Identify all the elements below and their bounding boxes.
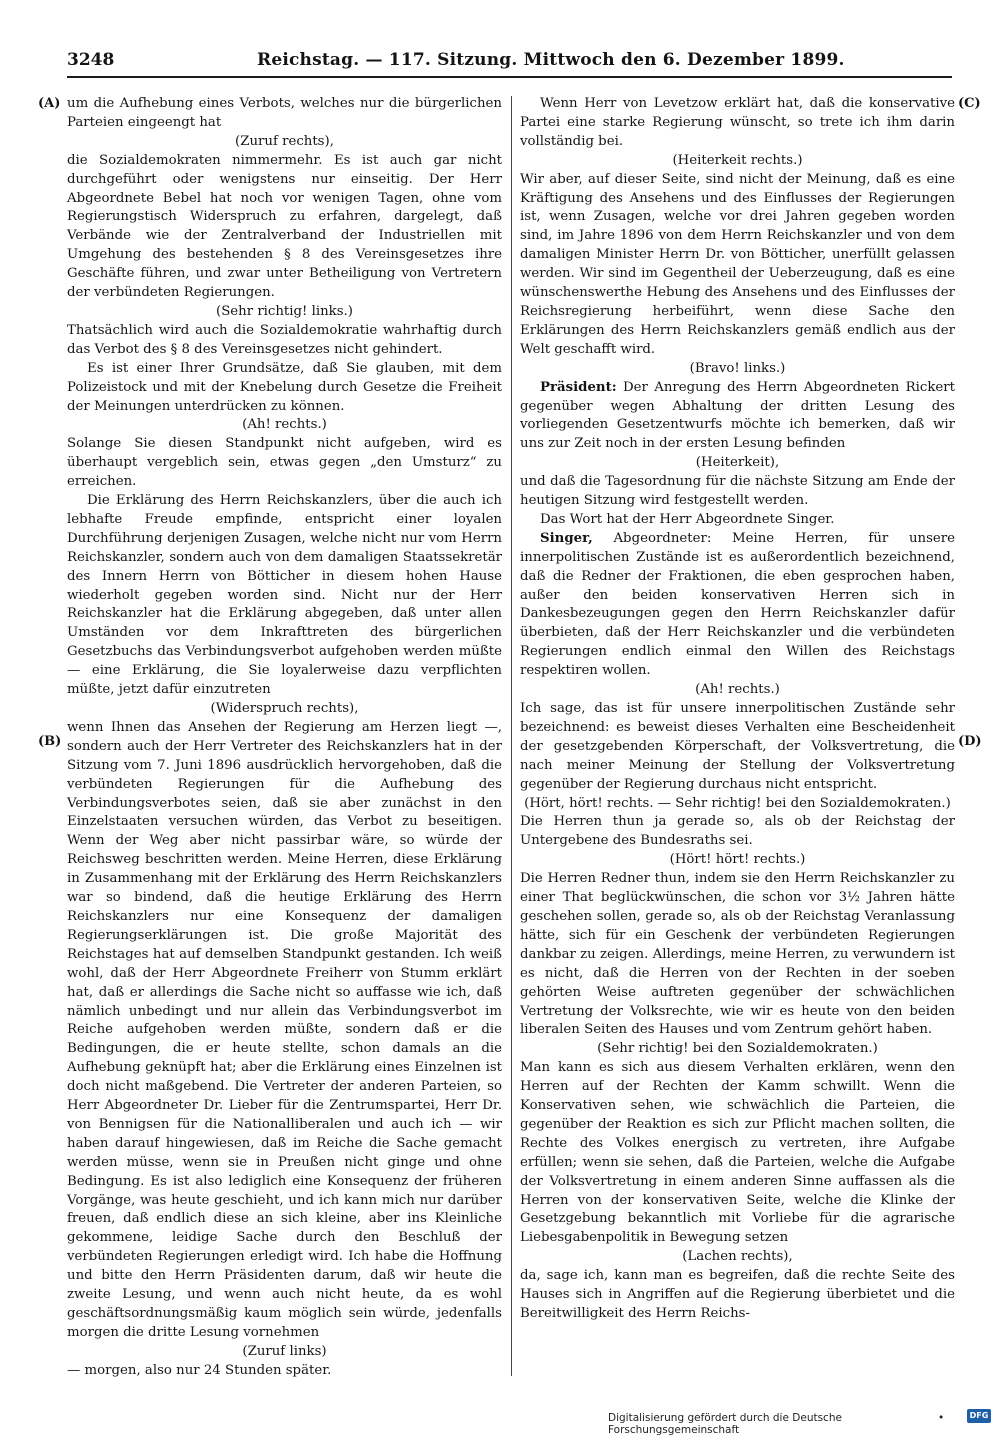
paragraph-text: — morgen, also nur 24 Stunden später. — [67, 1362, 332, 1378]
paragraph-text: (Ah! rechts.) — [695, 682, 780, 698]
left-column — [67, 95, 502, 1381]
paragraph-text: Thatsächlich wird auch die Sozialdemokratie wahrhaftig durch das Verbot des § 8 des Vereinsgesetzes nicht gehindert. — [67, 322, 502, 357]
margin-marker-a: (A) — [38, 96, 61, 111]
speaker-name: Singer, — [540, 530, 593, 546]
speaker-name: Präsident: — [540, 379, 617, 395]
interjection — [520, 152, 955, 171]
paragraph-text: Das Wort hat der Herr Abgeordnete Singer. — [540, 511, 835, 527]
paragraph-text: Ich sage, das ist für unsere innerpolitischen Zustände sehr bezeichnend: es beweist dieses Verhalten eine Bescheidenheit der gesetzgebenden Körperschaft, der Volksvertretung, die nach meiner Meinung der Stellung der Volksvertretung gegenüber der Regierung durchaus nicht entspricht. — [520, 701, 955, 792]
paragraph-text: Es ist einer Ihrer Grundsätze, daß Sie glauben, mit dem Polizeistock und mit der Knebelung durch Gesetze die Freiheit der Meinungen unterdrücken zu können. — [67, 360, 502, 414]
paragraph-text: Die Herren Redner thun, indem sie den Herrn Reichskanzler zu einer That beglückwünschen, die schon vor 3½ Jahren hätte geschehen sollen, gerade so, als ob der Reichstag Veranlassung hätte, sich für ein Geschenk der verbündeten Regierungen dankbar zu zeigen. Allerdings, meine Herren, zu verwundern ist es nicht, daß die Herren von der Rechten in der soeben gehörten Weise auftreten gegenüber der schwächlichen Vertretung der Volksrechte, wie wir es heute von den beiden liberalen Seiten des Hauses und vom Zentrum gehört haben. — [520, 871, 955, 1038]
paragraph-text: (Bravo! links.) — [689, 360, 786, 376]
paragraph-text: Abgeordneter: Meine Herren, für unsere innerpolitischen Zustände ist es außerordentlich bezeichnend, daß die Redner der Fraktionen, die eben gesprochen haben, außer den beiden konservativen Herren sich in Dankesbezeugungen gegen den Herrn Reichskanzler dafür überbieten, daß der Herr Reichskanzler und die verbündeten Regierungen endlich einmal den Willen des Reichstags respektiren wollen. — [520, 530, 955, 679]
paragraph-text: um die Aufhebung eines Verbots, welches nur die bürgerlichen Parteien eingeengt hat — [67, 96, 502, 130]
paragraph — [520, 870, 955, 1040]
paragraph-text: (Lachen rechts), — [682, 1249, 793, 1265]
paragraph — [67, 95, 502, 133]
interjection — [67, 1343, 502, 1362]
paragraph-text: (Heiterkeit), — [695, 455, 780, 471]
paragraph-text: da, sage ich, kann man es begreifen, daß die rechte Seite des Hauses sich in Angriffen auf die Regierung überbietet und die Bereitwilligkeit des Herrn Reichs- — [520, 1268, 955, 1321]
paragraph-text: Solange Sie diesen Standpunkt nicht aufgeben, wird es überhaupt vergeblich sein, etwas gegen „den Umsturz“ zu erreichen. — [67, 436, 502, 490]
paragraph-text: wenn Ihnen das Ansehen der Regierung am Herzen liegt —, sondern auch der Herr Vertreter des Reichskanzlers hat in der Sitzung vom 7. Juni 1896 ausdrücklich hervorgehoben, daß die verbündeten Regierungen für die Aufhebung des Verbindungsverbotes seien, daß sie aber zunächst in den Einzelstaaten versuchen würden, das Verbot zu beseitigen. Wenn der Weg aber nicht passirbar wäre, so würde der Reichsweg beschritten werden. Meine Herren, diese Erklärung in Zusammenhang mit der Erklärung des Herrn Reichskanzlers war so bindend, daß die heutige Erklärung des Herrn Reichskanzlers nur eine Konsequenz der damaligen Regierungserklärungen ist. Die große Majorität des Reichstages hat auf demselben Standpunkt gestanden. Ich weiß wohl, daß der Herr Abgeordnete Freiherr von Stumm erklärt hat, daß er allerdings die Sache nicht so auffasse wie ich, daß nämlich unbedingt und nur allein das Verbindungsverbot im Reiche aufgehoben werden müßte, sondern daß er die Bedingungen, die er heute stellte, schon damals an die Aufhebung geknüpft hat; aber die Erklärung eines Einzelnen ist doch nicht maßgebend. Die Vertreter der anderen Parteien, so Herr Abgeordneter Dr. Lieber für die Zentrumspartei, Herr Dr. von Bennigsen für die Nationalliberalen und auch ich — wir haben darauf hingewiesen, daß im Reiche die Sache gemacht werden müsse, wenn sie in Preußen nicht ginge und ohne Bedingung. Es ist also lediglich eine Konsequenz der früheren Vorgänge, was heute geschieht, und ich kann mich nur darüber freuen, daß endlich diese an sich kleine, aber ins Kleinliche gekommene, leidige Sache durch den Beschluß der verbündeten Regierungen erledigt wird. Ich habe die Hoffnung und bitte den Herrn Präsidenten darum, daß wir heute die zweite Lesung, und wenn auch nicht heute, da es wohl geschäftsordnungsmäßig kaum möglich sein würde, jedenfalls morgen die dritte Lesung vornehmen — [67, 719, 502, 1340]
paragraph — [520, 1267, 955, 1324]
paragraph — [67, 492, 502, 700]
paragraph-text: (Sehr richtig! links.) — [216, 303, 353, 319]
paragraph-text: Die Erklärung des Herrn Reichskanzlers, über die auch ich lebhafte Freude empfinde, entspricht einer loyalen Durchführung derjenigen Zusagen, welche nicht nur vom Herrn Reichskanzler, sondern auch von dem damaligen Staatssekretär des Innern Herrn von Bötticher in diesem hohen Hause wiederholt gegeben worden sind. Nicht nur der Herr Reichskanzler hat die Erklärung abgegeben, daß unter allen Umständen vor dem Inkrafttreten des bürgerlichen Gesetzbuchs das Verbindungsverbot aufgehoben werden müßte — eine Erklärung, die Sie loyalerweise dazu verpflichten müßte, jetzt dafür einzutreten — [67, 493, 502, 698]
paragraph-text: die Sozialdemokraten nimmermehr. Es ist auch gar nicht durchgeführt oder wenigstens nur einseitig. Der Herr Abgeordnete Bebel hat noch vor wenigen Tagen, ohne vom Regierungstisch Widerspruch zu erfahren, dargelegt, daß Verbände wie der Zentralverband der Industriellen mit Umgehung des bestehenden § 8 des Vereinsgesetzes ihre Geschäfte führen, und zwar unter Betheiligung von Vertretern der verbündeten Regierungen. — [67, 152, 502, 301]
funding-note: Digitalisierung gefördert durch die Deutsche Forschungsgemeinschaft — [608, 1412, 842, 1436]
right-column — [520, 95, 955, 1324]
paragraph — [67, 360, 502, 417]
interjection — [67, 700, 502, 719]
paragraph — [520, 473, 955, 511]
paragraph-text: (Zuruf links) — [242, 1343, 327, 1359]
paragraph-text: Die Herren thun ja gerade so, als ob der Reichstag der Untergebene des Bundesraths sei. — [520, 814, 955, 849]
margin-marker-c: (C) — [958, 96, 981, 111]
paragraph — [67, 322, 502, 360]
paragraph-text: (Heiterkeit rechts.) — [672, 152, 803, 168]
paragraph — [520, 95, 955, 152]
paragraph — [67, 435, 502, 492]
paragraph-text: Der Anregung des Herrn Abgeordneten Rickert gegenüber wegen Abhaltung der dritten Lesung des vorliegenden Gesetzentwurfs möchte ich bemerken, daß wir uns zur Zeit noch in der ersten Lesung befinden — [520, 379, 955, 452]
paragraph-text: (Zuruf rechts), — [235, 133, 334, 149]
paragraph — [520, 813, 955, 851]
paragraph — [520, 1059, 955, 1248]
paragraph-text: Wenn Herr von Levetzow erklärt hat, daß die konservative Partei eine starke Regierung wünscht, so trete ich ihm darin vollständig bei. — [520, 96, 955, 149]
footer-credit — [608, 1411, 968, 1436]
interjection — [67, 303, 502, 322]
paragraph — [520, 171, 955, 360]
page-number: 3248 — [67, 50, 115, 70]
paragraph — [520, 379, 955, 455]
margin-marker-b: (B) — [38, 734, 62, 749]
interjection — [520, 795, 955, 814]
paragraph-text: (Hört, hört! rechts. — Sehr richtig! bei den Sozialdemokraten.) — [524, 795, 951, 811]
header-rule — [67, 76, 952, 78]
paragraph — [67, 152, 502, 303]
paragraph — [520, 700, 955, 795]
paragraph — [67, 1362, 502, 1381]
paragraph — [520, 511, 955, 530]
margin-marker-d: (D) — [958, 734, 982, 749]
interjection — [520, 1040, 955, 1059]
interjection — [67, 133, 502, 152]
paragraph-text: Wir aber, auf dieser Seite, sind nicht der Meinung, daß es eine Kräftigung des Ansehens und des Einflusses der Regierungen ist, wenn Zusagen, welche vor drei Jahren gegeben worden sind, im Jahre 1896 von dem Herrn Reichskanzler und von dem damaligen Minister Herrn Dr. von Bötticher, unerfüllt gelassen werden. Wir sind im Gegentheil der Ueberzeugung, daß es eine wünschenswerthe Hebung des Ansehens und des Einflusses der Reichsregierung herbeiführt, wenn diese Sache den Erklärungen des Herrn Reichskanzlers gemäß endlich aus der Welt geschafft wird. — [520, 171, 955, 357]
dfg-logo: DFG — [967, 1409, 991, 1423]
paragraph-text: (Widerspruch rechts), — [210, 701, 359, 716]
interjection — [520, 360, 955, 379]
footer-separator: • — [938, 1412, 945, 1424]
interjection — [520, 454, 955, 473]
interjection — [67, 416, 502, 435]
paragraph — [67, 719, 502, 1343]
paragraph-text: (Ah! rechts.) — [242, 417, 327, 433]
paragraph-text: (Sehr richtig! bei den Sozialdemokraten.) — [597, 1041, 878, 1057]
paragraph-text: (Hört! hört! rechts.) — [669, 852, 806, 868]
page-header — [67, 50, 952, 74]
paragraph-text: Man kann es sich aus diesem Verhalten erklären, wenn den Herren auf der Rechten der Kamm schwillt. Wenn die Konservativen sehen, wie schwächlich die Parteien, die gegenüber der Reaktion es sich zur Pflicht machen sollten, die Rechte des Volkes energisch zu vertreten, ihre Aufgabe erfüllen; wenn sie sehen, daß die Parteien, welche die Aufgabe der Volksvertretung in einem anderen Sinne auffassen als die Herren von der konservativen Seite, welche die Klinke der Gesetzgebung bekanntlich mit Vorliebe für die agrarische Liebesgabenpolitik in Bewegung setzen — [520, 1060, 955, 1246]
column-divider — [511, 96, 512, 1376]
running-title: Reichstag. — 117. Sitzung. Mittwoch den 6. Dezember 1899. — [257, 50, 845, 70]
interjection — [520, 681, 955, 700]
paragraph — [520, 530, 955, 681]
paragraph-text: und daß die Tagesordnung für die nächste Sitzung am Ende der heutigen Sitzung wird festgestellt werden. — [520, 474, 955, 509]
interjection — [520, 1248, 955, 1267]
interjection — [520, 851, 955, 870]
